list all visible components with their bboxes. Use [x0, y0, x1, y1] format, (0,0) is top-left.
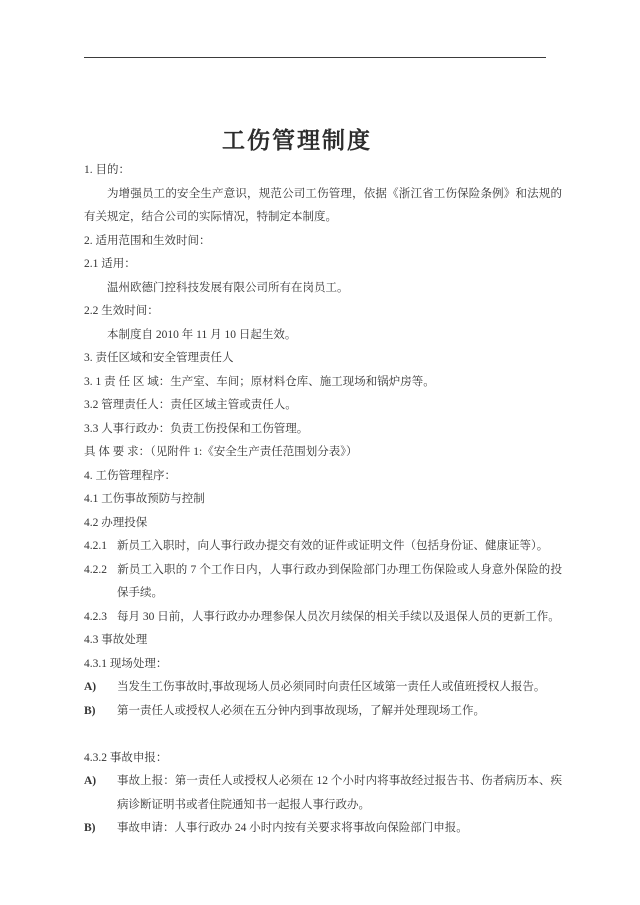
heading-accident-handling: 4.3 事故处理	[84, 634, 148, 646]
list-item-label: 4.2.2	[84, 563, 107, 576]
heading-purpose: 1. 目的：	[84, 164, 130, 176]
paragraph-applicability-body: 温州欧德门控科技发展有限公司所有在岗员工。	[107, 281, 349, 294]
heading-onsite-handling: 4.3.1 现场处理：	[84, 657, 168, 670]
paragraph-effective-date-body: 本制度自 2010 年 11 月 10 日起生效。	[107, 328, 297, 341]
paragraph-hr-office: 3.3 人事行政办：负责工伤投保和工伤管理。	[84, 422, 309, 435]
list-item-label: 4.2.1	[84, 540, 107, 552]
list-item-label: A)	[84, 681, 97, 693]
heading-procedure: 4. 工伤管理程序：	[84, 469, 176, 482]
list-item-report-a	[84, 770, 562, 817]
document-body	[84, 159, 562, 841]
list-item-text: 第一责任人或授权人必须在五分钟内到事故现场，了解并处理现场工作。	[117, 704, 485, 717]
heading-applicability: 2.1 适用：	[84, 258, 136, 270]
list-item-label: 4.2.3	[84, 610, 107, 623]
list-item-text: 每月 30 日前，人事行政办办理参保人员次月续保的相关手续以及退保人员的更新工作。	[117, 610, 560, 623]
heading-prevention-control: 4.1 工伤事故预防与控制	[84, 493, 205, 505]
paragraph-responsibility-area: 3. 1 责 任 区 域：生产室、车间；原材料仓库、施工现场和锅炉房等。	[84, 375, 435, 388]
paragraph-specific-requirements: 具 体 要 求：（见附件 1:《安全生产责任范围划分表》）	[84, 446, 358, 458]
list-item-text: 事故上报：第一责任人或授权人必须在 12 个小时内将事故经过报告书、伤者病历本、疾病诊断证明书或者住院通知书一起报人事行政办。	[117, 775, 562, 811]
list-item-text: 新员工入职时，向人事行政办提交有效的证件或证明文件（包括身份证、健康证等）。	[117, 540, 549, 552]
paragraph-purpose-body: 为增强员工的安全生产意识，规范公司工伤管理，依据《浙江省工伤保险条例》和法规的有关规定，结合公司的实际情况，特制定本制度。	[84, 187, 562, 223]
document-title: 工伤管理制度	[222, 127, 372, 153]
heading-responsibility: 3. 责任区域和安全管理责任人	[84, 352, 234, 364]
list-item-text: 当发生工伤事故时,事故现场人员必须同时向责任区域第一责任人或值班授权人报告。	[117, 681, 546, 693]
list-item-4-2-2	[84, 559, 562, 606]
document-content	[84, 0, 562, 841]
heading-insurance: 4.2 办理投保	[84, 516, 148, 529]
list-item-text: 新员工入职的 7 个工作日内，人事行政办到保险部门办理工伤保险或人身意外保险的投保手续。	[117, 563, 562, 599]
heading-scope: 2. 适用范围和生效时间：	[84, 234, 211, 247]
list-item-text: 事故申请：人事行政办 24 小时内按有关要求将事故向保险部门申报。	[117, 822, 468, 834]
list-item-4-2-3	[84, 606, 562, 630]
list-item-onsite-a	[84, 676, 562, 700]
list-item-label: B)	[84, 822, 96, 834]
list-item-4-2-1	[84, 535, 562, 559]
list-item-label: B)	[84, 704, 96, 717]
heading-effective-date: 2.2 生效时间：	[84, 305, 159, 317]
paragraph-responsibility-manager: 3.2 管理责任人：责任区域主管或责任人。	[84, 399, 297, 411]
list-item-report-b	[84, 817, 562, 841]
heading-accident-report: 4.3.2 事故申报：	[84, 751, 168, 764]
list-item-onsite-b	[84, 700, 562, 724]
list-item-label: A)	[84, 775, 97, 787]
